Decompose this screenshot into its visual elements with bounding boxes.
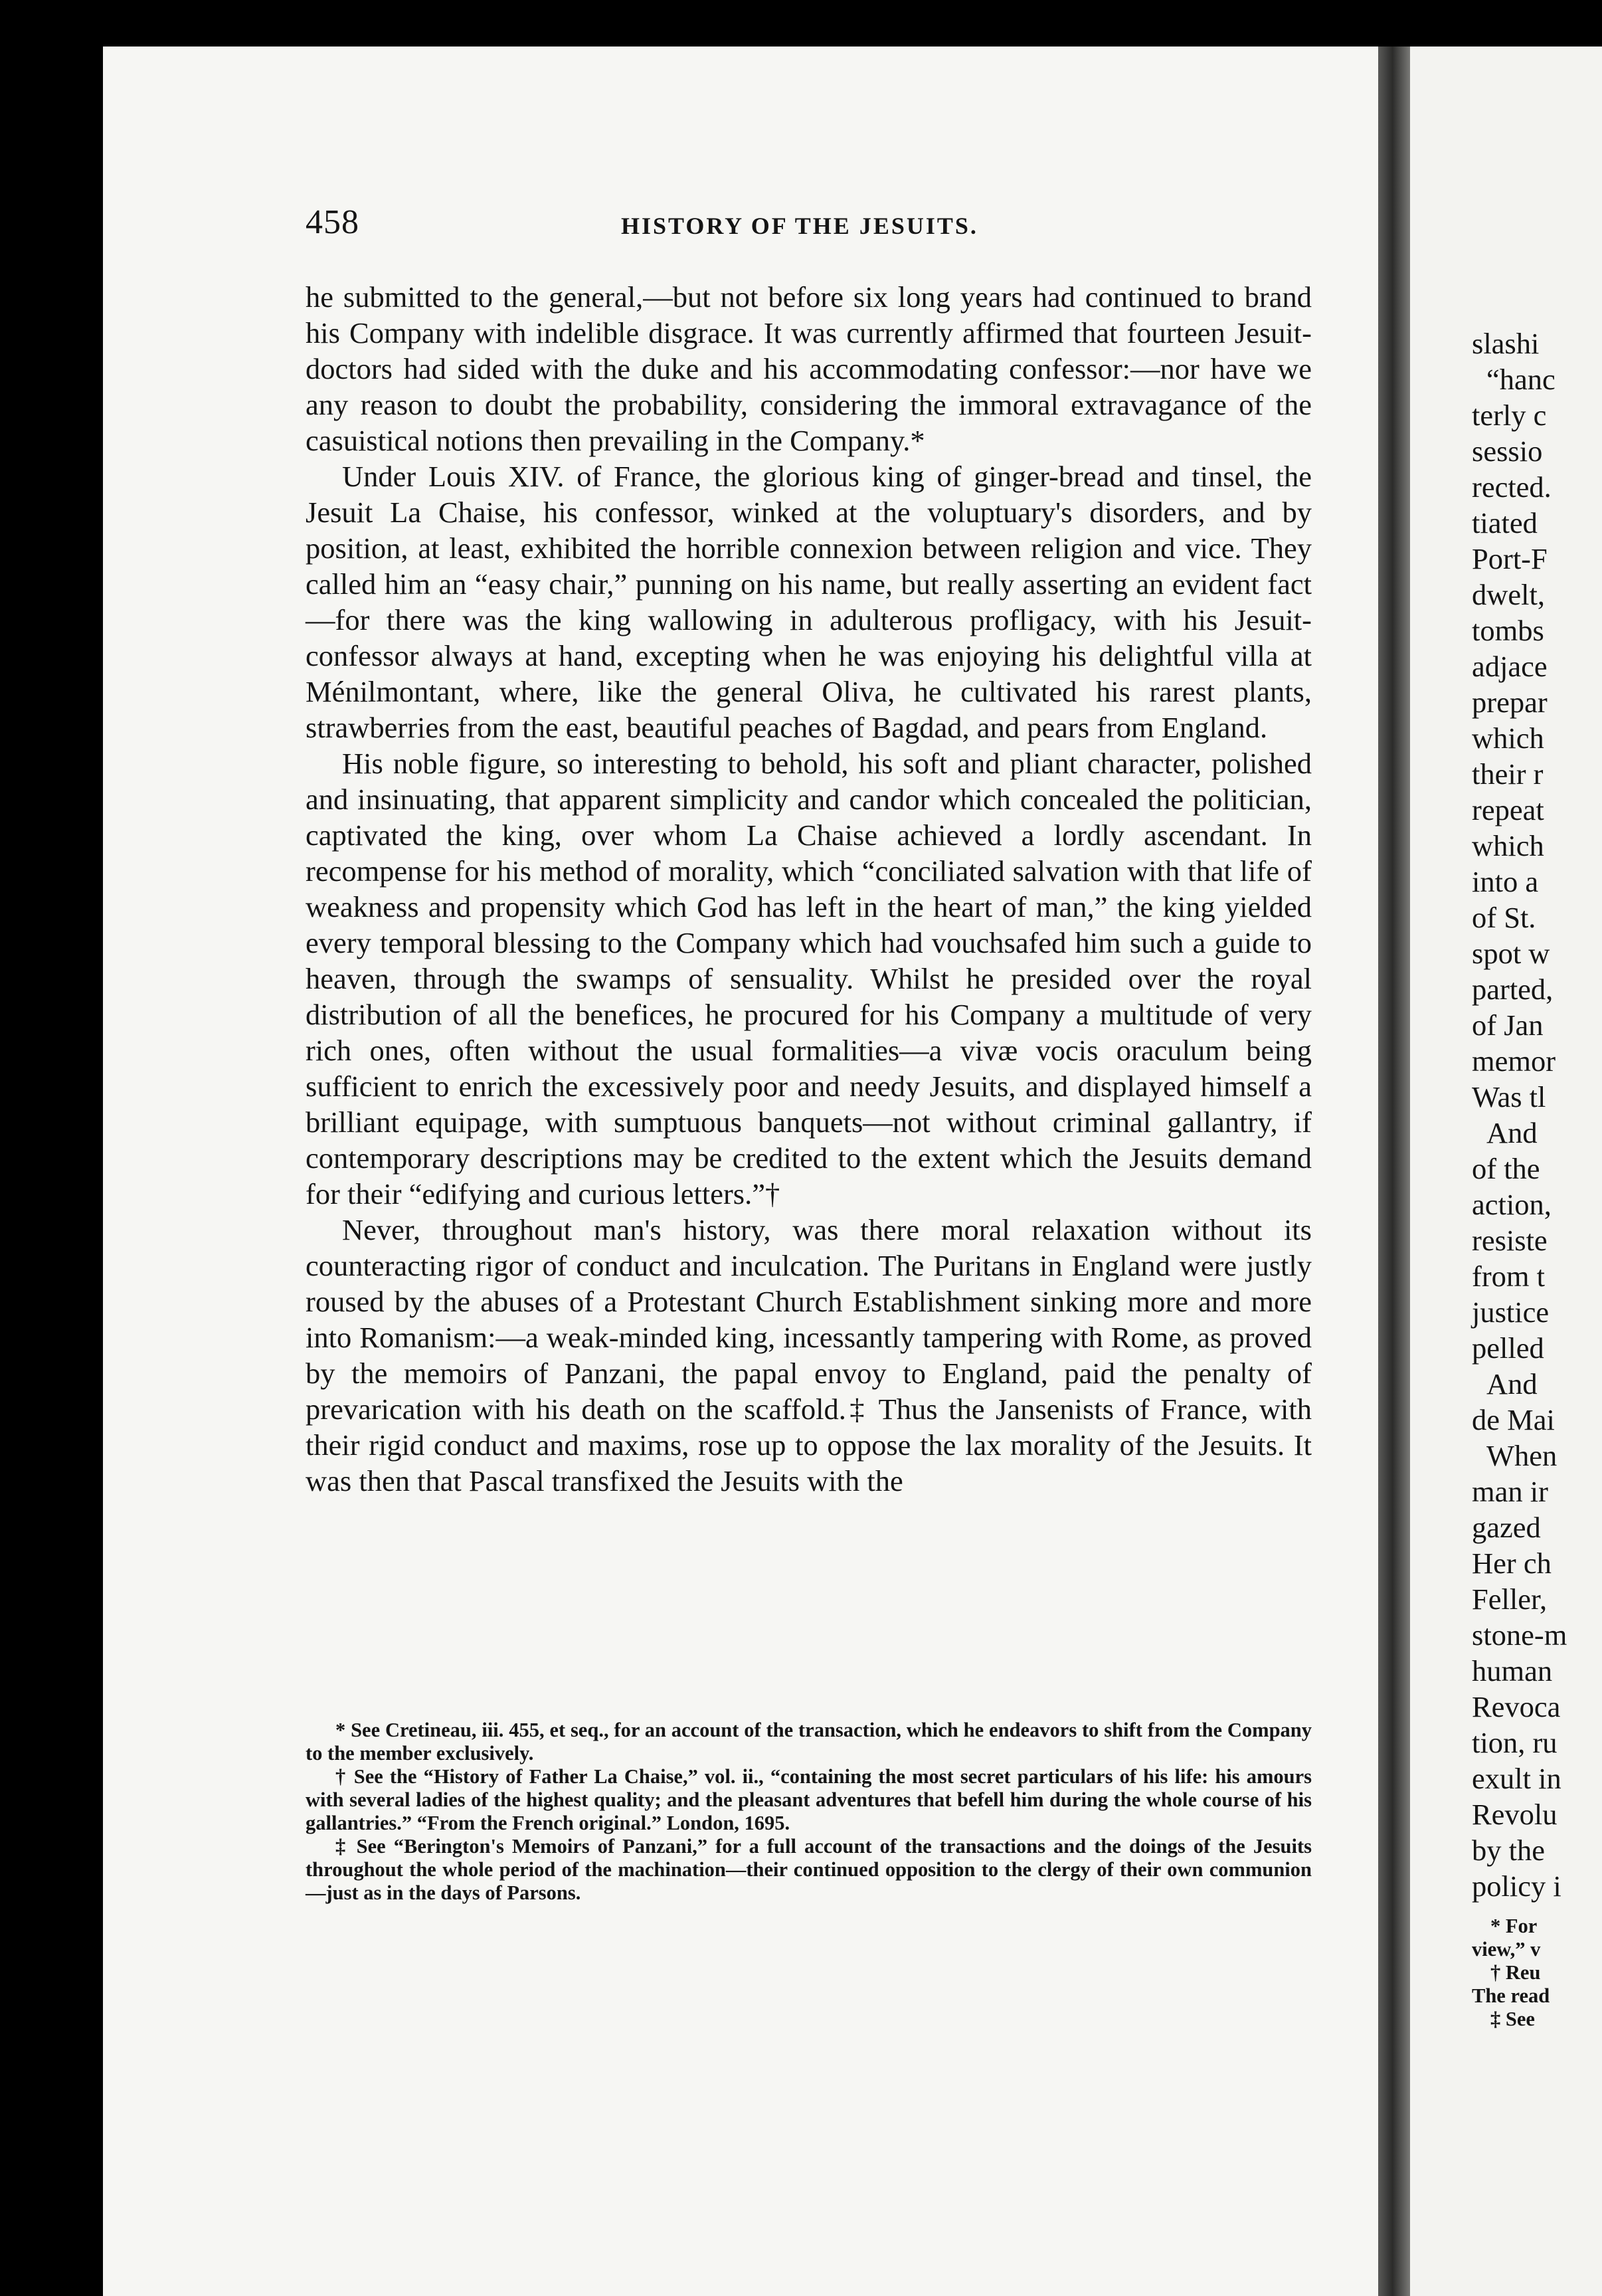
running-title: HISTORY OF THE JESUITS.: [621, 213, 978, 239]
facing-line: man ir: [1472, 1475, 1548, 1508]
facing-line: tiated: [1472, 506, 1538, 539]
facing-line: into a: [1472, 865, 1539, 898]
paragraph: Never, throughout man's history, was there moral relaxation without its counteracting rigor of conduct and inculcation. The Puritans in England were justly roused by the abuses of a Protestant Church Establishment sinking more and more into Romanism:—a weak-minded king, incessantly tampering with Rome, as proved by the memoirs of Panzani, the papal envoy to England, paid the penalty of prevarication with his death on the scaffold.‡ Thus the Jansenists of France, with their rigid conduct and maxims, rose up to oppose the lax morality of the Jesuits. It was then that Pascal transfixed the Jesuits with the: [306, 1213, 1312, 1497]
facing-line: terly c: [1472, 399, 1547, 432]
book-page-right: [1410, 47, 1602, 2296]
facing-line: stone-m: [1472, 1618, 1567, 1652]
facing-note-line: The read: [1472, 1984, 1550, 2007]
facing-line: by the: [1472, 1834, 1545, 1867]
facing-line: from t: [1472, 1260, 1545, 1293]
facing-line: When: [1486, 1439, 1558, 1472]
facing-note-line: † Reu: [1490, 1961, 1541, 1984]
facing-line: parted,: [1472, 973, 1554, 1006]
body-text: [306, 279, 1312, 1499]
facing-line: of the: [1472, 1152, 1540, 1185]
facing-note-line: view,” v: [1472, 1938, 1541, 1961]
facing-line: Her ch: [1472, 1547, 1552, 1580]
page-number: 458: [306, 203, 359, 241]
facing-line: which: [1472, 829, 1544, 862]
facing-line: Revoca: [1472, 1690, 1561, 1723]
footnote: † See the “History of Father La Chaise,” vol. ii., “containing the most secret particulars of his life: his amours with several ladies of the highest quality; and the pleasant adventures that befell him during the whole course of his gallantries.” “From the French original.” London, 1695.: [306, 1765, 1312, 1834]
facing-note-line: ‡ See: [1490, 2008, 1535, 2030]
facing-line: policy i: [1472, 1869, 1561, 1903]
facing-line: which: [1472, 721, 1544, 755]
facing-line: sessio: [1472, 434, 1543, 468]
paragraph: Under Louis XIV. of France, the glorious king of ginger-bread and tinsel, the Jesuit La Chaise, his confessor, winked at the voluptuary's disorders, and by position, at least, exhibited the horrible connexion between religion and vice. They called him an “easy chair,” punning on his name, but really asserting an evident fact—for there was the king wallowing in adulterous profligacy, with his Jesuit-confessor always at hand, excepting when he was enjoying his delightful villa at Ménilmontant, where, like the general Oliva, he cultivated his rarest plants, strawberries from the east, beautiful peaches of Bagdad, and pears from England.: [306, 460, 1312, 744]
facing-page-text: [1472, 326, 1602, 1904]
facing-line: human: [1472, 1654, 1553, 1687]
facing-line: memor: [1472, 1044, 1556, 1078]
facing-line: Port-F: [1472, 542, 1548, 575]
facing-line: tombs: [1472, 614, 1544, 647]
footnote: ‡ See “Berington's Memoirs of Panzani,” for a full account of the transactions and the doings of the Jesuits throughout the whole period of the machination—their continued opposition to the clergy of their own communion—just as in the days of Parsons.: [306, 1835, 1312, 1904]
facing-line: rected.: [1472, 470, 1552, 504]
facing-line: tion, ru: [1472, 1726, 1558, 1759]
facing-line: of Jan: [1472, 1008, 1544, 1042]
facing-note-line: * For: [1490, 1915, 1538, 1937]
facing-line: de Mai: [1472, 1403, 1555, 1436]
facing-line: adjace: [1472, 650, 1548, 683]
facing-line: “hanc: [1486, 363, 1556, 396]
facing-line: And: [1486, 1116, 1538, 1149]
facing-page-footnotes: [1472, 1915, 1602, 2031]
facing-line: pelled: [1472, 1331, 1544, 1365]
facing-line: And: [1486, 1367, 1538, 1400]
facing-line: resiste: [1472, 1224, 1548, 1257]
book-gutter: [1378, 47, 1410, 2296]
facing-line: repeat: [1472, 793, 1544, 826]
facing-line: Feller,: [1472, 1582, 1548, 1616]
footnote: * See Cretineau, iii. 455, et seq., for an account of the transaction, which he endeavors to shift from the Company to the member exclusively.: [306, 1719, 1312, 1765]
facing-line: action,: [1472, 1188, 1552, 1221]
facing-line: dwelt,: [1472, 578, 1545, 611]
facing-line: prepar: [1472, 686, 1548, 719]
running-head: [306, 203, 1315, 249]
facing-line: of St.: [1472, 901, 1536, 934]
paragraph: His noble figure, so interesting to behold, his soft and pliant character, polished and insinuating, that apparent simplicity and candor which concealed the politician, captivated the king, over whom La Chaise achieved a lordly ascendant. In recompense for his method of morality, which “conciliated salvation with that life of weakness and propensity which God has left in the heart of man,” the king yielded every temporal blessing to the Company which had vouchsafed him such a guide to heaven, through the swamps of sensuality. Whilst he presided over the royal distribution of all the benefices, he procured for his Company a multitude of very rich ones, often without the usual formalities—a vivæ vocis oraculum being sufficient to enrich the excessively poor and needy Jesuits, and displayed himself a brilliant equipage, with sumptuous banquets—not without criminal gallantry, if contemporary descriptions may be credited to the extent which the Jesuits demand for their “edifying and curious letters.”†: [306, 747, 1312, 1210]
facing-line: spot w: [1472, 937, 1550, 970]
paragraph: he submitted to the general,—but not before six long years had continued to brand his Company with indelible disgrace. It was currently affirmed that fourteen Jesuit-doctors had sided with the duke and his accommodating confessor:—nor have we any reason to doubt the probability, considering the immoral extravagance of the casuistical notions then prevailing in the Company.*: [306, 280, 1312, 457]
footnotes: [306, 1719, 1312, 1905]
facing-line: Revolu: [1472, 1798, 1558, 1831]
facing-line: slashi: [1472, 327, 1540, 360]
facing-line: exult in: [1472, 1762, 1561, 1795]
facing-line: justice: [1472, 1295, 1550, 1329]
facing-line: Was tl: [1472, 1080, 1546, 1113]
facing-line: their r: [1472, 757, 1544, 791]
facing-line: gazed: [1472, 1511, 1541, 1544]
